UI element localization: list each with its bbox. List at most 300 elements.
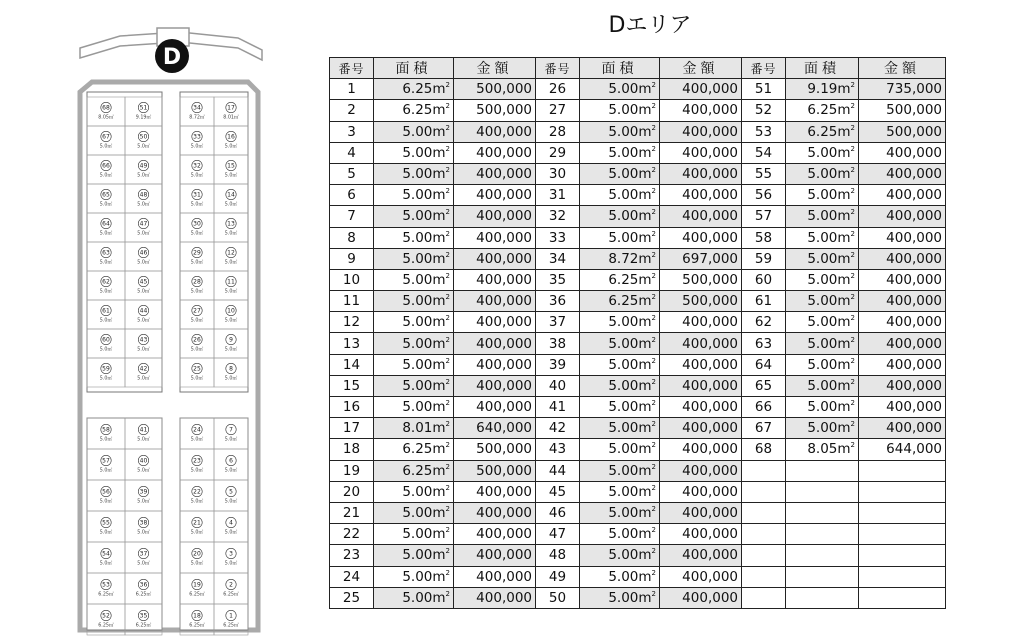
- lot-area-label: 5.0㎡: [137, 499, 150, 505]
- lot-number-cell: 23: [330, 545, 374, 566]
- lot-area-label: 5.0㎡: [137, 347, 150, 353]
- square-meter-unit: $m^2$: [837, 229, 855, 246]
- lot-number-cell: 59: [742, 248, 786, 269]
- square-meter-unit: $m^2$: [432, 441, 450, 458]
- table-row: [330, 439, 946, 460]
- empty-cell: [859, 524, 946, 545]
- lot-area-cell: [374, 206, 454, 227]
- lot-area-cell: [374, 439, 454, 460]
- lot-number-label: 54: [102, 550, 110, 558]
- square-meter-unit: $m^2$: [638, 123, 656, 140]
- lot-area-value: 5.00: [807, 356, 838, 373]
- lot-area-label: 5.0㎡: [99, 202, 113, 208]
- lot-price-cell: 400,000: [454, 206, 536, 227]
- lot-number-label: 12: [227, 249, 235, 257]
- lot-number-cell: 19: [330, 460, 374, 481]
- table-row: [330, 206, 946, 227]
- lot-area-value: 9.19: [807, 81, 838, 98]
- lot-area-value: 5.00: [807, 399, 838, 416]
- square-meter-unit: $m^2$: [837, 441, 855, 458]
- lot-number-cell: 2: [330, 100, 374, 121]
- square-meter-unit: $m^2$: [837, 377, 855, 394]
- lot-number-cell: 55: [742, 163, 786, 184]
- lot-number-label: 7: [229, 426, 233, 434]
- lot-area-label: 8.72㎡: [189, 115, 205, 121]
- square-meter-unit: $m^2$: [432, 166, 450, 183]
- lot-area-label: 5.0㎡: [190, 318, 204, 324]
- lot-area-label: 6.25㎡: [98, 592, 114, 598]
- lot-area-cell: [580, 439, 660, 460]
- header-price: 金額: [660, 58, 742, 79]
- lot-area-value: 5.00: [608, 483, 639, 500]
- lot-number-label: 22: [193, 488, 201, 496]
- lot-number-cell: 25: [330, 587, 374, 608]
- lot-number-cell: 42: [536, 418, 580, 439]
- lot-price-cell: 400,000: [454, 333, 536, 354]
- square-meter-unit: $m^2$: [432, 356, 450, 373]
- lot-area-cell: [786, 185, 859, 206]
- lot-price-cell: 500,000: [454, 100, 536, 121]
- lot-number-label: 5: [229, 488, 233, 496]
- lot-area-label: 5.0㎡: [99, 530, 113, 536]
- lot-area-cell: [786, 269, 859, 290]
- lot-area-label: 5.0㎡: [190, 530, 204, 536]
- lot-price-cell: 400,000: [859, 354, 946, 375]
- lot-number-cell: 54: [742, 142, 786, 163]
- lot-area-label: 5.0㎡: [99, 289, 113, 295]
- lot-area-label: 5.0㎡: [99, 499, 113, 505]
- table-row: [330, 185, 946, 206]
- lot-area-label: 5.0㎡: [190, 347, 204, 353]
- empty-cell: [742, 460, 786, 481]
- lot-area-cell: [374, 185, 454, 206]
- lot-number-label: 21: [193, 519, 201, 527]
- lot-area-label: 5.0㎡: [137, 468, 150, 474]
- lot-price-cell: 400,000: [454, 354, 536, 375]
- lot-price-cell: 500,000: [859, 121, 946, 142]
- lot-area-label: 5.0㎡: [224, 561, 238, 567]
- area-d-map: [0, 0, 320, 640]
- lot-area-value: 5.00: [402, 483, 433, 500]
- lot-number-label: 34: [193, 104, 201, 112]
- lot-number-label: 3: [229, 550, 233, 558]
- lot-number-label: 24: [193, 426, 201, 434]
- lot-number-cell: 60: [742, 269, 786, 290]
- lot-area-label: 5.0㎡: [137, 376, 150, 382]
- lot-area-cell: [580, 121, 660, 142]
- lot-area-value: 5.00: [608, 526, 639, 543]
- lot-area-value: 6.25: [402, 441, 433, 458]
- lot-area-cell: [374, 418, 454, 439]
- square-meter-unit: $m^2$: [432, 123, 450, 140]
- lot-number-cell: 20: [330, 481, 374, 502]
- lot-area-label: 5.0㎡: [137, 437, 150, 443]
- lot-area-label: 5.0㎡: [224, 202, 238, 208]
- lot-area-label: 6.25㎡: [189, 592, 205, 598]
- lot-area-label: 8.01㎡: [223, 115, 239, 121]
- lot-number-cell: 33: [536, 227, 580, 248]
- lot-number-cell: 18: [330, 439, 374, 460]
- header-area: 面積: [786, 58, 859, 79]
- square-meter-unit: $m^2$: [837, 335, 855, 352]
- lot-area-label: 5.0㎡: [190, 260, 204, 266]
- lot-number-label: 67: [102, 133, 110, 141]
- lot-price-cell: 400,000: [660, 545, 742, 566]
- lot-number-label: 29: [193, 249, 201, 257]
- square-meter-unit: $m^2$: [432, 483, 450, 500]
- lot-area-value: 6.25: [402, 81, 433, 98]
- square-meter-unit: $m^2$: [638, 526, 656, 543]
- square-meter-unit: $m^2$: [432, 589, 450, 606]
- lot-area-value: 5.00: [608, 356, 639, 373]
- lot-area-cell: [786, 206, 859, 227]
- lot-price-cell: 400,000: [859, 418, 946, 439]
- square-meter-unit: $m^2$: [638, 483, 656, 500]
- table-row: [330, 397, 946, 418]
- lot-price-cell: 697,000: [660, 248, 742, 269]
- lot-price-cell: 400,000: [660, 121, 742, 142]
- lot-area-cell: [374, 269, 454, 290]
- lot-number-label: 25: [193, 365, 201, 373]
- square-meter-unit: $m^2$: [432, 81, 450, 98]
- lot-area-cell: [374, 375, 454, 396]
- lot-number-cell: 27: [536, 100, 580, 121]
- lot-price-cell: 400,000: [660, 333, 742, 354]
- lot-area-cell: [374, 481, 454, 502]
- empty-cell: [786, 502, 859, 523]
- lot-number-cell: 51: [742, 79, 786, 100]
- lot-area-cell: [580, 354, 660, 375]
- lot-area-value: 5.00: [608, 81, 639, 98]
- lot-area-cell: [374, 566, 454, 587]
- lot-area-value: 5.00: [608, 377, 639, 394]
- lot-number-label: 66: [102, 162, 110, 170]
- empty-cell: [742, 481, 786, 502]
- empty-cell: [786, 481, 859, 502]
- square-meter-unit: $m^2$: [432, 505, 450, 522]
- lot-price-cell: 400,000: [454, 545, 536, 566]
- lot-area-value: 6.25: [402, 102, 433, 119]
- lot-area-value: 5.00: [608, 335, 639, 352]
- lot-price-cell: 400,000: [454, 163, 536, 184]
- lot-area-cell: [580, 291, 660, 312]
- square-meter-unit: $m^2$: [432, 462, 450, 479]
- lot-area-value: 5.00: [402, 335, 433, 352]
- lot-area-cell: [374, 587, 454, 608]
- lot-number-cell: 62: [742, 312, 786, 333]
- lot-area-cell: [580, 502, 660, 523]
- square-meter-unit: $m^2$: [638, 229, 656, 246]
- square-meter-unit: $m^2$: [837, 420, 855, 437]
- lot-number-label: 58: [102, 426, 110, 434]
- lot-area-value: 5.00: [608, 208, 639, 225]
- lot-number-label: 60: [102, 336, 110, 344]
- lot-area-cell: [374, 79, 454, 100]
- lot-number-label: 33: [193, 133, 201, 141]
- table-row: [330, 566, 946, 587]
- lot-area-label: 6.25㎡: [223, 623, 239, 629]
- square-meter-unit: $m^2$: [432, 229, 450, 246]
- lot-number-cell: 49: [536, 566, 580, 587]
- square-meter-unit: $m^2$: [432, 526, 450, 543]
- lot-area-value: 5.00: [608, 568, 639, 585]
- lot-area-value: 5.00: [402, 208, 433, 225]
- lot-area-cell: [786, 142, 859, 163]
- table-row: [330, 333, 946, 354]
- lot-area-cell: [786, 121, 859, 142]
- lot-price-cell: 400,000: [859, 227, 946, 248]
- square-meter-unit: $m^2$: [638, 102, 656, 119]
- lot-area-cell: [580, 375, 660, 396]
- lot-number-label: 47: [139, 220, 148, 228]
- lot-number-label: 43: [139, 336, 148, 344]
- lot-price-cell: 400,000: [660, 566, 742, 587]
- lot-area-label: 5.0㎡: [137, 561, 150, 567]
- header-area: 面積: [580, 58, 660, 79]
- lot-number-cell: 21: [330, 502, 374, 523]
- square-meter-unit: $m^2$: [638, 208, 656, 225]
- lot-price-cell: 400,000: [454, 142, 536, 163]
- lot-area-cell: [580, 269, 660, 290]
- lot-area-label: 5.0㎡: [190, 202, 204, 208]
- lot-price-cell: 400,000: [660, 206, 742, 227]
- square-meter-unit: $m^2$: [837, 208, 855, 225]
- lot-price-cell: 400,000: [454, 566, 536, 587]
- lot-price-cell: 400,000: [660, 354, 742, 375]
- lot-price-cell: 400,000: [660, 185, 742, 206]
- lot-area-cell: [580, 481, 660, 502]
- empty-cell: [742, 587, 786, 608]
- lot-area-cell: [580, 333, 660, 354]
- lot-area-value: 5.00: [402, 526, 433, 543]
- lot-number-cell: 13: [330, 333, 374, 354]
- lot-price-cell: 400,000: [660, 439, 742, 460]
- lot-area-value: 8.05: [807, 441, 838, 458]
- square-meter-unit: $m^2$: [638, 589, 656, 606]
- lot-number-cell: 10: [330, 269, 374, 290]
- lot-area-label: 5.0㎡: [190, 289, 204, 295]
- lot-area-label: 5.0㎡: [190, 499, 204, 505]
- lot-area-cell: [580, 587, 660, 608]
- lot-number-cell: 7: [330, 206, 374, 227]
- lot-number-cell: 57: [742, 206, 786, 227]
- square-meter-unit: $m^2$: [638, 293, 656, 310]
- lot-area-label: 5.0㎡: [190, 173, 204, 179]
- lot-price-cell: 400,000: [454, 269, 536, 290]
- lot-area-label: 5.0㎡: [190, 468, 204, 474]
- lot-area-value: 5.00: [402, 589, 433, 606]
- lot-number-label: 36: [139, 581, 148, 589]
- lot-area-value: 5.00: [402, 123, 433, 140]
- lot-area-cell: [374, 121, 454, 142]
- lot-area-cell: [580, 460, 660, 481]
- header-area: 面積: [374, 58, 454, 79]
- lot-price-cell: 400,000: [859, 206, 946, 227]
- lot-area-value: 5.00: [402, 187, 433, 204]
- lot-area-cell: [580, 142, 660, 163]
- square-meter-unit: $m^2$: [638, 547, 656, 564]
- lot-price-cell: 400,000: [454, 524, 536, 545]
- lot-area-value: 5.00: [402, 399, 433, 416]
- square-meter-unit: $m^2$: [837, 356, 855, 373]
- lot-number-cell: 40: [536, 375, 580, 396]
- lot-area-value: 5.00: [608, 166, 639, 183]
- lot-price-cell: 500,000: [454, 460, 536, 481]
- lot-area-value: 5.00: [402, 377, 433, 394]
- lot-number-cell: 36: [536, 291, 580, 312]
- lot-area-cell: [580, 163, 660, 184]
- lot-area-label: 5.0㎡: [224, 437, 238, 443]
- lot-area-cell: [786, 397, 859, 418]
- lot-area-label: 5.0㎡: [137, 144, 150, 150]
- lot-price-cell: 400,000: [859, 142, 946, 163]
- square-meter-unit: $m^2$: [837, 102, 855, 119]
- lot-area-cell: [580, 397, 660, 418]
- lot-number-cell: 37: [536, 312, 580, 333]
- lot-area-label: 8.05㎡: [98, 115, 114, 121]
- lot-number-label: 53: [102, 581, 110, 589]
- lot-number-label: 37: [139, 550, 148, 558]
- square-meter-unit: $m^2$: [638, 271, 656, 288]
- lot-area-value: 5.00: [402, 250, 433, 267]
- lot-price-cell: 400,000: [454, 227, 536, 248]
- lot-area-cell: [786, 375, 859, 396]
- empty-cell: [786, 545, 859, 566]
- lot-price-cell: 400,000: [660, 460, 742, 481]
- lot-price-cell: 400,000: [859, 269, 946, 290]
- square-meter-unit: $m^2$: [837, 81, 855, 98]
- lot-area-value: 5.00: [402, 505, 433, 522]
- lot-price-cell: 400,000: [454, 312, 536, 333]
- lot-number-cell: 63: [742, 333, 786, 354]
- lot-area-label: 5.0㎡: [137, 173, 150, 179]
- lot-number-cell: 34: [536, 248, 580, 269]
- header-price: 金額: [859, 58, 946, 79]
- lot-number-cell: 6: [330, 185, 374, 206]
- table-header-row: [330, 58, 946, 79]
- lot-area-label: 5.0㎡: [99, 561, 113, 567]
- header-price: 金額: [454, 58, 536, 79]
- lot-area-label: 6.25㎡: [189, 623, 205, 629]
- lot-number-label: 4: [229, 519, 233, 527]
- lot-area-value: 5.00: [807, 335, 838, 352]
- lot-number-cell: 32: [536, 206, 580, 227]
- lot-area-label: 5.0㎡: [190, 144, 204, 150]
- price-table: [329, 57, 946, 609]
- lot-area-value: 5.00: [402, 568, 433, 585]
- square-meter-unit: $m^2$: [837, 314, 855, 331]
- table-row: [330, 121, 946, 142]
- square-meter-unit: $m^2$: [432, 144, 450, 161]
- lot-number-cell: 52: [742, 100, 786, 121]
- lot-number-label: 59: [102, 365, 110, 373]
- lot-area-label: 5.0㎡: [99, 260, 113, 266]
- lot-area-value: 5.00: [807, 377, 838, 394]
- lot-number-cell: 53: [742, 121, 786, 142]
- lot-number-cell: 67: [742, 418, 786, 439]
- lot-area-cell: [374, 291, 454, 312]
- lot-area-cell: [786, 227, 859, 248]
- lot-number-cell: 17: [330, 418, 374, 439]
- lot-area-value: 5.00: [402, 144, 433, 161]
- lot-price-cell: 400,000: [454, 397, 536, 418]
- lot-area-value: 5.00: [608, 399, 639, 416]
- lot-area-value: 6.25: [608, 293, 639, 310]
- lot-area-label: 5.0㎡: [224, 289, 238, 295]
- square-meter-unit: $m^2$: [638, 250, 656, 267]
- lot-area-cell: [374, 460, 454, 481]
- lot-area-cell: [580, 545, 660, 566]
- lot-area-cell: [580, 248, 660, 269]
- lot-number-label: 23: [193, 457, 201, 465]
- lot-area-cell: [580, 79, 660, 100]
- lot-area-cell: [374, 227, 454, 248]
- lot-area-cell: [374, 397, 454, 418]
- lot-price-cell: 735,000: [859, 79, 946, 100]
- lot-price-cell: 400,000: [859, 185, 946, 206]
- lot-price-cell: 400,000: [660, 312, 742, 333]
- lot-price-cell: 400,000: [660, 375, 742, 396]
- lot-number-cell: 38: [536, 333, 580, 354]
- lot-number-cell: 64: [742, 354, 786, 375]
- lot-number-cell: 31: [536, 185, 580, 206]
- square-meter-unit: $m^2$: [432, 314, 450, 331]
- lot-area-label: 5.0㎡: [224, 468, 238, 474]
- lot-area-cell: [786, 312, 859, 333]
- lot-area-cell: [786, 291, 859, 312]
- lot-area-value: 5.00: [608, 123, 639, 140]
- table-row: [330, 100, 946, 121]
- lot-area-value: 5.00: [402, 356, 433, 373]
- lot-number-label: 40: [139, 457, 148, 465]
- lot-number-cell: 35: [536, 269, 580, 290]
- empty-cell: [786, 460, 859, 481]
- lot-number-cell: 66: [742, 397, 786, 418]
- lot-number-cell: 47: [536, 524, 580, 545]
- lot-number-label: 26: [193, 336, 201, 344]
- lot-number-cell: 5: [330, 163, 374, 184]
- lot-price-cell: 400,000: [660, 163, 742, 184]
- lot-number-cell: 45: [536, 481, 580, 502]
- table-row: [330, 481, 946, 502]
- lot-area-value: 5.00: [608, 229, 639, 246]
- lot-price-cell: 400,000: [859, 291, 946, 312]
- square-meter-unit: $m^2$: [837, 144, 855, 161]
- lot-price-cell: 500,000: [660, 291, 742, 312]
- table-row: [330, 587, 946, 608]
- lot-number-label: 32: [193, 162, 201, 170]
- lot-area-label: 5.0㎡: [137, 231, 150, 237]
- lot-number-label: 42: [139, 365, 148, 373]
- table-row: [330, 291, 946, 312]
- lot-number-cell: 41: [536, 397, 580, 418]
- square-meter-unit: $m^2$: [837, 250, 855, 267]
- table-row: [330, 227, 946, 248]
- lot-price-cell: 400,000: [660, 524, 742, 545]
- lot-number-cell: 14: [330, 354, 374, 375]
- lot-number-cell: 65: [742, 375, 786, 396]
- square-meter-unit: $m^2$: [837, 293, 855, 310]
- lot-number-cell: 3: [330, 121, 374, 142]
- square-meter-unit: $m^2$: [432, 293, 450, 310]
- header-no: 番号: [330, 58, 374, 79]
- lot-number-label: 31: [193, 191, 201, 199]
- lot-area-label: 5.0㎡: [224, 144, 238, 150]
- lot-number-label: 16: [227, 133, 235, 141]
- lot-price-cell: 500,000: [859, 100, 946, 121]
- empty-cell: [786, 524, 859, 545]
- lot-area-value: 5.00: [807, 420, 838, 437]
